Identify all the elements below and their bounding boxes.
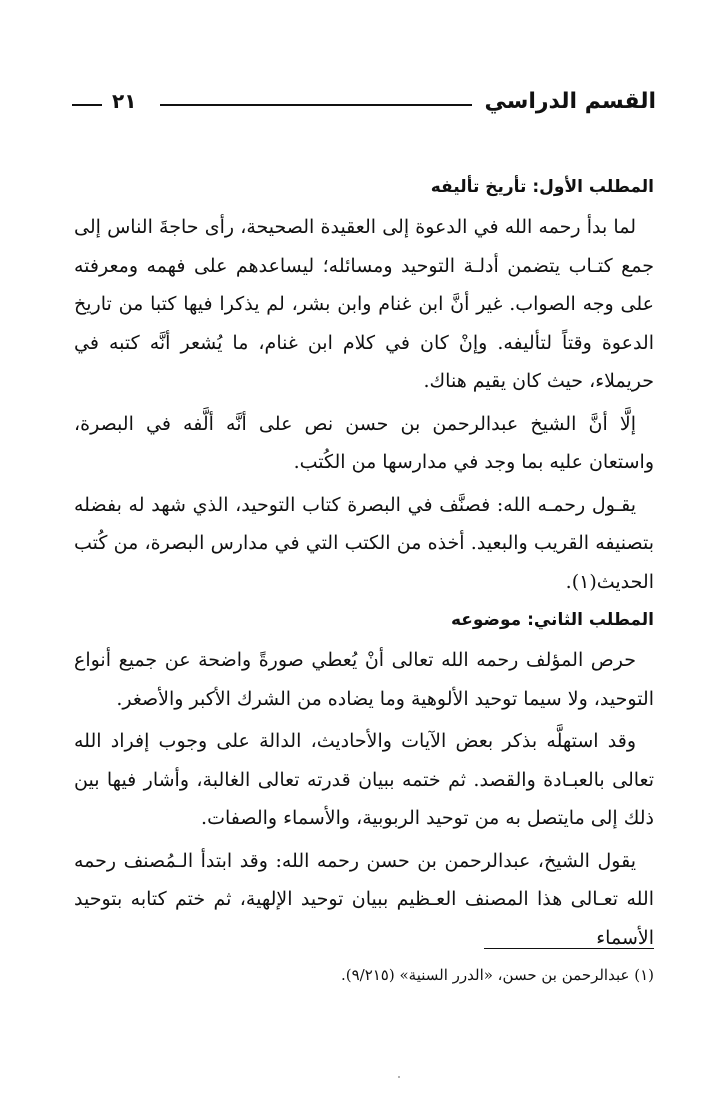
paragraph: وقد استهلَّه بذكر بعض الآيات والأحاديث، الدالة على وجوب إفراد الله تعالى بالعبـادة والقصد. ثم ختمه ببيان قدرته تعالى الغالبة، وأشار فيها بين ذلك إلى مايتصل به من توحيد الربوبية، والأسماء والصفات. — [74, 730, 654, 829]
paragraph: إلَّا أنَّ الشيخ عبدالرحمن بن حسن نص على أنَّه ألَّفه في البصرة، واستعان عليه بما وجد في مدارسها من الكُتب. — [74, 412, 654, 473]
paragraph: يقـول رحمـه الله: فصنَّف في البصرة كتاب التوحيد، الذي شهد له بفضله بتصنيفه القريب والبعيد. أخذه من الكتب التي في مدارس البصرة، من كُتب الحديث(١). — [74, 493, 654, 593]
paragraph: لما بدأ رحمه الله في الدعوة إلى العقيدة الصحيحة، رأى حاجةَ الناس إلى جمع كتـاب يتضمن أدلـة التوحيد ومسائله؛ ليساعدهم على فهمه ومعرفته على وجه الصواب. غير أنَّ ابن غنام وابن بشر، لم يذكرا فيها كتبا من تاريخ الدعوة وقتاً لتأليفه. وإنْ كان في كلام ابن غنام، ما يُشعر أنَّه كتبه في حريملاء، حيث كان يقيم هناك. — [74, 216, 654, 392]
paragraph: حرص المؤلف رحمه الله تعالى أنْ يُعطي صورةً واضحة عن جميع أنواع التوحيد، ولا سيما توحيد الألوهية وما يضاده من الشرك الأكبر والأصغر. — [74, 649, 654, 710]
footnote-rule — [484, 948, 654, 949]
body-text — [74, 172, 654, 961]
running-header — [72, 84, 656, 118]
paragraph: يقول الشيخ، عبدالرحمن بن حسن رحمه الله: وقد ابتدأ الـمُصنف رحمه الله تعـالى هذا المصنف العـظيم ببيان توحيد الإلهية، ثم ختم كتابه بتوحيد الأسماء — [74, 849, 654, 949]
header-title: القسم الدراسي — [484, 88, 656, 114]
header-rule-end — [72, 104, 102, 106]
page-number: ٢١ — [112, 89, 137, 113]
header-rule — [160, 104, 472, 106]
page-mark — [398, 1076, 400, 1078]
section-heading-2: المطلب الثاني: موضوعه — [450, 610, 654, 630]
section-heading-1: المطلب الأول: تأريخ تأليفه — [430, 177, 654, 197]
footnote: (١) عبدالرحمن بن حسن، «الدرر السنية» (٩/٢١٥). — [340, 966, 654, 984]
